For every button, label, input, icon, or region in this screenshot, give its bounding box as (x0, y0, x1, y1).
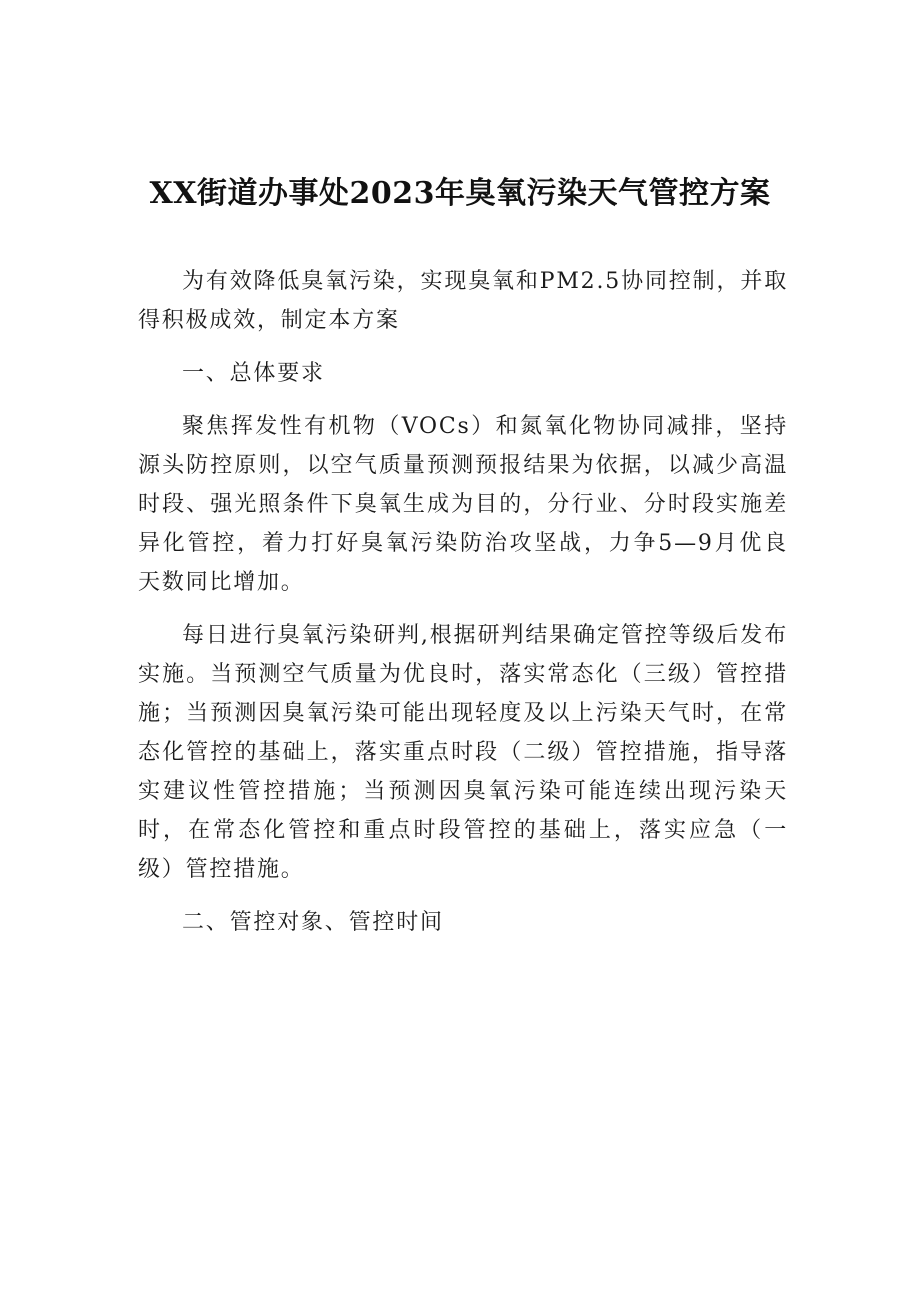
intro-paragraph: 为有效降低臭氧污染，实现臭氧和PM2.5协同控制，并取得积极成效，制定本方案 (138, 269, 788, 333)
document-title: XX街道办事处2023年臭氧污染天气管控方案 (149, 176, 771, 211)
general-requirements-paragraph-1: 聚焦挥发性有机物（VOCs）和氮氧化物协同减排，坚持源头防控原则，以空气质量预测预报结果为依据，以减少高温时段、强光照条件下臭氧生成为目的，分行业、分时段实施差异化管控，着力打好臭氧污染防治攻坚战，力争5—9月优良天数同比增加。 (138, 414, 788, 595)
document-body (138, 262, 788, 956)
section-heading-control-targets-time: 二、管控对象、管控时间 (182, 910, 444, 935)
general-requirements-paragraph-2: 每日进行臭氧污染研判,根据研判结果确定管控等级后发布实施。当预测空气质量为优良时，落实常态化（三级）管控措施；当预测因臭氧污染可能出现轻度及以上污染天气时，在常态化管控的基础上，落实重点时段（二级）管控措施，指导落实建议性管控措施；当预测因臭氧污染可能连续出现污染天时，在常态化管控和重点时段管控的基础上，落实应急（一级）管控措施。 (138, 623, 788, 882)
section-heading-general-requirements: 一、总体要求 (182, 361, 325, 386)
